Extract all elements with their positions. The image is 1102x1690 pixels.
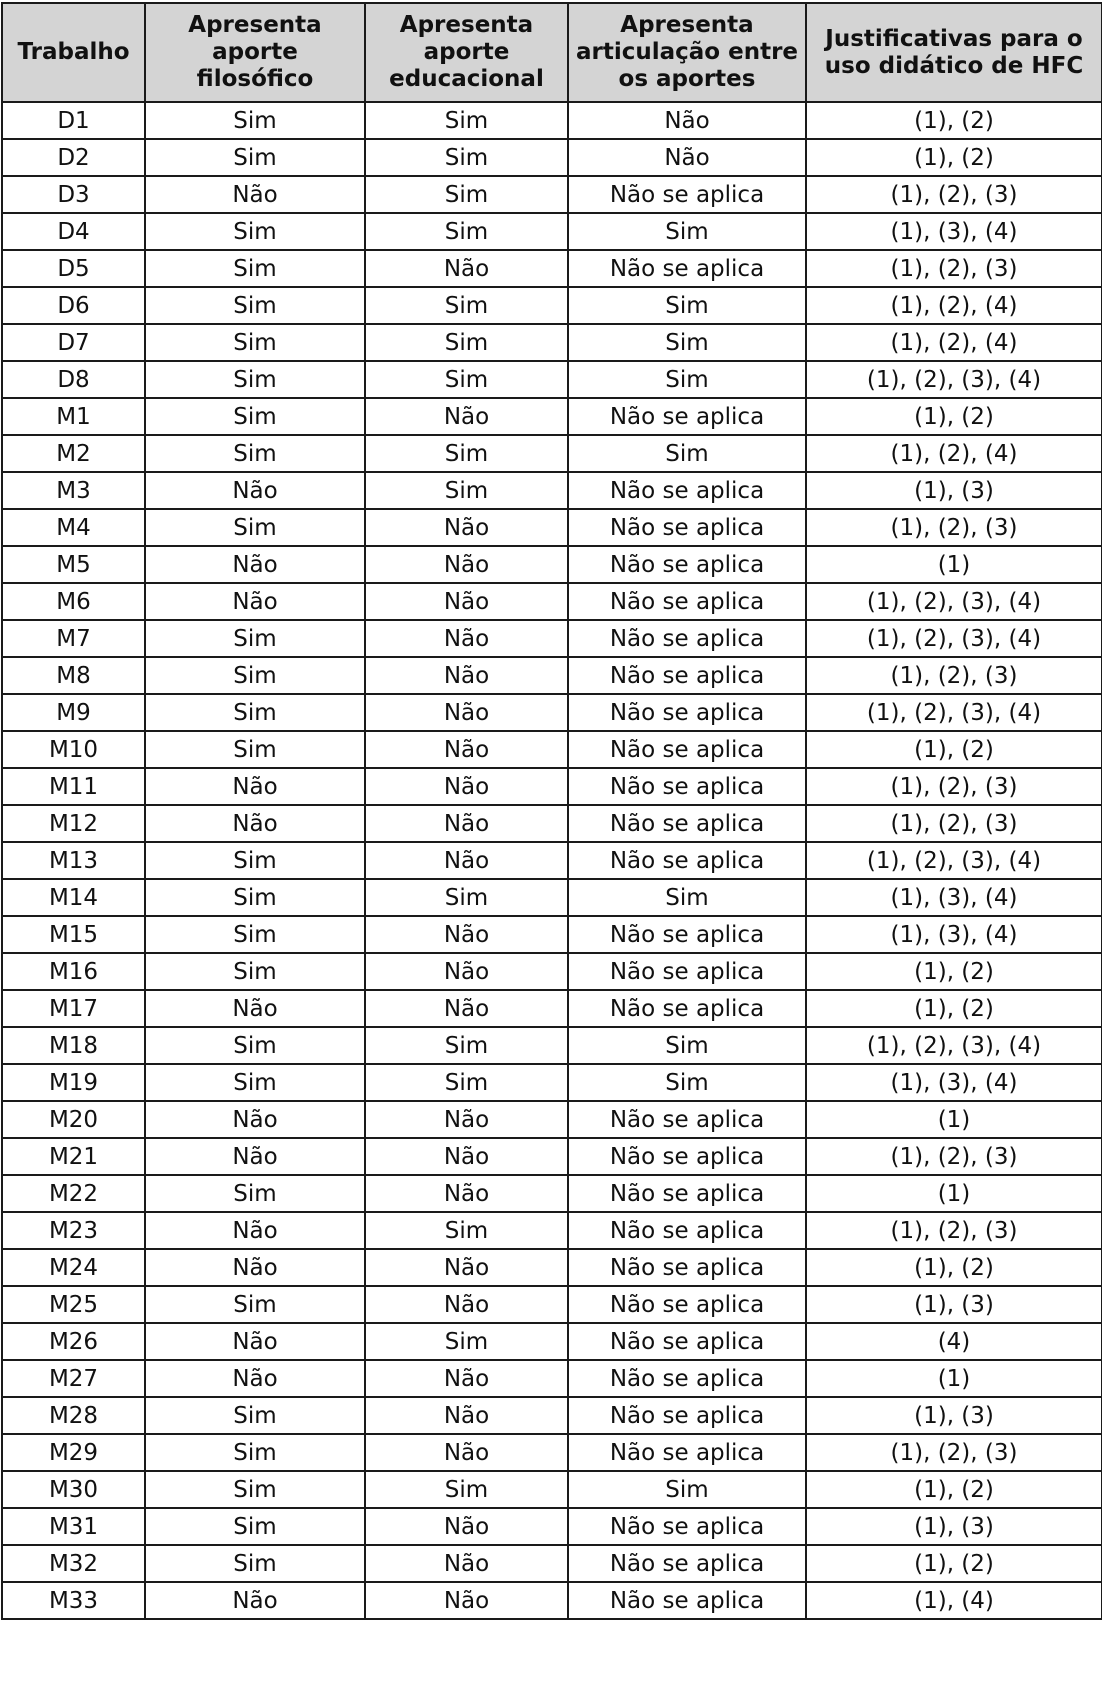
cell-articulacao: Sim [568, 879, 806, 916]
cell-articulacao: Não se aplica [568, 1545, 806, 1582]
table-row [2, 176, 1102, 213]
cell-articulacao: Não se aplica [568, 1360, 806, 1397]
cell-justificativas: (1) [806, 546, 1102, 583]
table-row [2, 287, 1102, 324]
cell-aporte-educacional: Sim [365, 1323, 568, 1360]
cell-articulacao: Não se aplica [568, 842, 806, 879]
cell-articulacao: Não se aplica [568, 916, 806, 953]
cell-articulacao: Não se aplica [568, 1249, 806, 1286]
table-row [2, 1101, 1102, 1138]
table-row [2, 620, 1102, 657]
table-row [2, 213, 1102, 250]
cell-aporte-educacional: Não [365, 620, 568, 657]
cell-justificativas: (1), (3), (4) [806, 1064, 1102, 1101]
cell-aporte-filosofico: Sim [145, 435, 365, 472]
cell-aporte-educacional: Sim [365, 1064, 568, 1101]
cell-trabalho: M2 [2, 435, 145, 472]
table-row [2, 361, 1102, 398]
cell-trabalho: M15 [2, 916, 145, 953]
table-row [2, 1286, 1102, 1323]
cell-justificativas: (1), (2), (4) [806, 324, 1102, 361]
cell-aporte-educacional: Não [365, 842, 568, 879]
cell-aporte-filosofico: Sim [145, 250, 365, 287]
cell-aporte-educacional: Sim [365, 324, 568, 361]
cell-justificativas: (1), (2), (4) [806, 435, 1102, 472]
cell-justificativas: (1), (3) [806, 1508, 1102, 1545]
cell-aporte-educacional: Sim [365, 472, 568, 509]
cell-articulacao: Não se aplica [568, 1323, 806, 1360]
cell-aporte-filosofico: Sim [145, 1397, 365, 1434]
cell-articulacao: Sim [568, 435, 806, 472]
cell-articulacao: Não se aplica [568, 1138, 806, 1175]
cell-justificativas: (1), (2), (3) [806, 805, 1102, 842]
cell-justificativas: (1), (2), (4) [806, 287, 1102, 324]
cell-justificativas: (1), (2) [806, 1249, 1102, 1286]
cell-justificativas: (1), (2) [806, 731, 1102, 768]
cell-articulacao: Não se aplica [568, 583, 806, 620]
cell-trabalho: M5 [2, 546, 145, 583]
cell-aporte-filosofico: Sim [145, 287, 365, 324]
cell-articulacao: Não se aplica [568, 1212, 806, 1249]
cell-justificativas: (1), (2) [806, 1471, 1102, 1508]
cell-aporte-filosofico: Sim [145, 953, 365, 990]
cell-aporte-educacional: Sim [365, 1027, 568, 1064]
cell-justificativas: (1), (2), (3), (4) [806, 620, 1102, 657]
cell-aporte-educacional: Sim [365, 176, 568, 213]
cell-articulacao: Sim [568, 1471, 806, 1508]
header-trabalho: Trabalho [2, 3, 145, 102]
cell-aporte-educacional: Não [365, 657, 568, 694]
table-row [2, 1027, 1102, 1064]
table-row [2, 990, 1102, 1027]
cell-justificativas: (1), (2), (3) [806, 657, 1102, 694]
cell-justificativas: (1), (2), (3) [806, 250, 1102, 287]
table-row [2, 1582, 1102, 1619]
cell-articulacao: Sim [568, 324, 806, 361]
cell-articulacao: Sim [568, 1027, 806, 1064]
cell-trabalho: M23 [2, 1212, 145, 1249]
cell-aporte-filosofico: Sim [145, 1175, 365, 1212]
cell-justificativas: (1), (3) [806, 1286, 1102, 1323]
cell-aporte-filosofico: Não [145, 1212, 365, 1249]
cell-aporte-filosofico: Sim [145, 1545, 365, 1582]
cell-aporte-filosofico: Sim [145, 620, 365, 657]
cell-articulacao: Não [568, 139, 806, 176]
cell-articulacao: Não se aplica [568, 1397, 806, 1434]
cell-aporte-educacional: Não [365, 990, 568, 1027]
cell-justificativas: (1), (2), (3) [806, 1434, 1102, 1471]
cell-aporte-educacional: Não [365, 694, 568, 731]
cell-aporte-educacional: Não [365, 1249, 568, 1286]
cell-justificativas: (1), (2) [806, 1545, 1102, 1582]
cell-justificativas: (1), (2), (3) [806, 1212, 1102, 1249]
cell-justificativas: (4) [806, 1323, 1102, 1360]
cell-trabalho: M8 [2, 657, 145, 694]
cell-justificativas: (1), (2), (3) [806, 509, 1102, 546]
table-header [2, 3, 1102, 102]
cell-aporte-educacional: Não [365, 546, 568, 583]
cell-articulacao: Não se aplica [568, 472, 806, 509]
table-row [2, 1323, 1102, 1360]
cell-trabalho: D7 [2, 324, 145, 361]
cell-aporte-filosofico: Não [145, 805, 365, 842]
cell-trabalho: D2 [2, 139, 145, 176]
cell-articulacao: Não se aplica [568, 1101, 806, 1138]
cell-aporte-filosofico: Sim [145, 1064, 365, 1101]
cell-trabalho: D3 [2, 176, 145, 213]
cell-aporte-educacional: Não [365, 1101, 568, 1138]
cell-aporte-filosofico: Sim [145, 1471, 365, 1508]
cell-articulacao: Não se aplica [568, 731, 806, 768]
cell-justificativas: (1), (2), (3), (4) [806, 694, 1102, 731]
table-row [2, 1397, 1102, 1434]
cell-justificativas: (1), (2) [806, 102, 1102, 139]
cell-articulacao: Sim [568, 361, 806, 398]
cell-aporte-filosofico: Sim [145, 361, 365, 398]
table-row [2, 546, 1102, 583]
cell-trabalho: D5 [2, 250, 145, 287]
cell-aporte-educacional: Sim [365, 1471, 568, 1508]
cell-aporte-filosofico: Sim [145, 879, 365, 916]
cell-aporte-educacional: Não [365, 1508, 568, 1545]
cell-aporte-educacional: Não [365, 1397, 568, 1434]
cell-aporte-educacional: Não [365, 731, 568, 768]
cell-trabalho: M30 [2, 1471, 145, 1508]
cell-aporte-educacional: Não [365, 805, 568, 842]
table-row [2, 398, 1102, 435]
cell-trabalho: D8 [2, 361, 145, 398]
cell-aporte-educacional: Não [365, 953, 568, 990]
table-row [2, 472, 1102, 509]
cell-trabalho: M24 [2, 1249, 145, 1286]
cell-aporte-educacional: Sim [365, 139, 568, 176]
cell-trabalho: M21 [2, 1138, 145, 1175]
cell-aporte-filosofico: Sim [145, 916, 365, 953]
cell-aporte-filosofico: Sim [145, 1286, 365, 1323]
table-row [2, 1508, 1102, 1545]
cell-justificativas: (1), (2), (3), (4) [806, 1027, 1102, 1064]
cell-justificativas: (1), (3) [806, 1397, 1102, 1434]
cell-aporte-educacional: Sim [365, 361, 568, 398]
table-row [2, 1545, 1102, 1582]
cell-justificativas: (1) [806, 1101, 1102, 1138]
cell-aporte-filosofico: Sim [145, 1508, 365, 1545]
cell-aporte-filosofico: Não [145, 583, 365, 620]
cell-trabalho: D1 [2, 102, 145, 139]
cell-trabalho: M6 [2, 583, 145, 620]
table-row [2, 250, 1102, 287]
cell-trabalho: M31 [2, 1508, 145, 1545]
cell-justificativas: (1) [806, 1360, 1102, 1397]
cell-articulacao: Não [568, 102, 806, 139]
cell-aporte-filosofico: Sim [145, 842, 365, 879]
cell-aporte-educacional: Sim [365, 102, 568, 139]
cell-aporte-filosofico: Sim [145, 731, 365, 768]
cell-aporte-educacional: Não [365, 250, 568, 287]
cell-aporte-educacional: Sim [365, 1212, 568, 1249]
table-row [2, 509, 1102, 546]
cell-aporte-filosofico: Sim [145, 1027, 365, 1064]
cell-trabalho: M33 [2, 1582, 145, 1619]
cell-justificativas: (1), (3), (4) [806, 213, 1102, 250]
cell-articulacao: Sim [568, 213, 806, 250]
header-aporte-educacional: Apresenta aporte educacional [365, 3, 568, 102]
cell-justificativas: (1), (2), (3) [806, 768, 1102, 805]
cell-trabalho: M19 [2, 1064, 145, 1101]
cell-aporte-filosofico: Não [145, 1138, 365, 1175]
cell-justificativas: (1), (3), (4) [806, 879, 1102, 916]
table-row [2, 583, 1102, 620]
cell-articulacao: Não se aplica [568, 768, 806, 805]
cell-aporte-educacional: Não [365, 509, 568, 546]
cell-aporte-filosofico: Não [145, 546, 365, 583]
cell-articulacao: Não se aplica [568, 1175, 806, 1212]
table-row [2, 879, 1102, 916]
cell-aporte-educacional: Não [365, 1138, 568, 1175]
cell-justificativas: (1), (2), (3), (4) [806, 583, 1102, 620]
cell-aporte-filosofico: Não [145, 472, 365, 509]
cell-trabalho: M3 [2, 472, 145, 509]
table-row [2, 1360, 1102, 1397]
table-row [2, 1175, 1102, 1212]
table-row [2, 435, 1102, 472]
cell-justificativas: (1), (4) [806, 1582, 1102, 1619]
table-row [2, 102, 1102, 139]
cell-trabalho: D6 [2, 287, 145, 324]
cell-articulacao: Não se aplica [568, 1434, 806, 1471]
cell-trabalho: M7 [2, 620, 145, 657]
cell-trabalho: M18 [2, 1027, 145, 1064]
cell-articulacao: Não se aplica [568, 694, 806, 731]
cell-aporte-filosofico: Sim [145, 1434, 365, 1471]
cell-articulacao: Não se aplica [568, 509, 806, 546]
cell-aporte-filosofico: Sim [145, 324, 365, 361]
cell-justificativas: (1), (2), (3) [806, 1138, 1102, 1175]
cell-articulacao: Sim [568, 1064, 806, 1101]
cell-articulacao: Não se aplica [568, 1286, 806, 1323]
cell-aporte-filosofico: Não [145, 1249, 365, 1286]
cell-trabalho: M14 [2, 879, 145, 916]
cell-aporte-educacional: Não [365, 1286, 568, 1323]
table-row [2, 694, 1102, 731]
cell-aporte-filosofico: Sim [145, 102, 365, 139]
cell-justificativas: (1), (2) [806, 139, 1102, 176]
cell-aporte-filosofico: Sim [145, 398, 365, 435]
cell-aporte-educacional: Sim [365, 213, 568, 250]
cell-justificativas: (1), (2) [806, 990, 1102, 1027]
cell-aporte-educacional: Sim [365, 435, 568, 472]
cell-aporte-educacional: Não [365, 398, 568, 435]
cell-trabalho: M12 [2, 805, 145, 842]
table-row [2, 916, 1102, 953]
cell-articulacao: Não se aplica [568, 176, 806, 213]
cell-aporte-educacional: Não [365, 1360, 568, 1397]
cell-aporte-educacional: Não [365, 916, 568, 953]
cell-aporte-filosofico: Não [145, 1323, 365, 1360]
cell-justificativas: (1), (2), (3), (4) [806, 361, 1102, 398]
cell-trabalho: M1 [2, 398, 145, 435]
cell-trabalho: M29 [2, 1434, 145, 1471]
table-row [2, 657, 1102, 694]
cell-trabalho: M4 [2, 509, 145, 546]
cell-aporte-filosofico: Sim [145, 213, 365, 250]
cell-aporte-educacional: Sim [365, 879, 568, 916]
document-table-container [1, 2, 1101, 1620]
cell-justificativas: (1), (2), (3) [806, 176, 1102, 213]
cell-trabalho: M27 [2, 1360, 145, 1397]
cell-aporte-educacional: Não [365, 768, 568, 805]
cell-articulacao: Não se aplica [568, 657, 806, 694]
cell-aporte-educacional: Não [365, 1175, 568, 1212]
cell-aporte-filosofico: Sim [145, 694, 365, 731]
table-row [2, 1471, 1102, 1508]
cell-aporte-educacional: Não [365, 1582, 568, 1619]
cell-justificativas: (1), (3), (4) [806, 916, 1102, 953]
cell-trabalho: M16 [2, 953, 145, 990]
cell-aporte-filosofico: Não [145, 768, 365, 805]
table-row [2, 1138, 1102, 1175]
cell-articulacao: Não se aplica [568, 1582, 806, 1619]
table-row [2, 805, 1102, 842]
table-row [2, 1249, 1102, 1286]
cell-aporte-educacional: Sim [365, 287, 568, 324]
header-aporte-filosofico: Apresenta aporte filosófico [145, 3, 365, 102]
cell-articulacao: Não se aplica [568, 805, 806, 842]
cell-trabalho: M25 [2, 1286, 145, 1323]
table-body [2, 102, 1102, 1619]
cell-justificativas: (1), (2) [806, 398, 1102, 435]
cell-trabalho: M11 [2, 768, 145, 805]
cell-aporte-filosofico: Não [145, 1582, 365, 1619]
cell-articulacao: Não se aplica [568, 990, 806, 1027]
cell-trabalho: M20 [2, 1101, 145, 1138]
cell-trabalho: M9 [2, 694, 145, 731]
cell-justificativas: (1), (2) [806, 953, 1102, 990]
cell-trabalho: D4 [2, 213, 145, 250]
cell-articulacao: Sim [568, 287, 806, 324]
cell-trabalho: M32 [2, 1545, 145, 1582]
table-row [2, 1434, 1102, 1471]
table-row [2, 1064, 1102, 1101]
table-row [2, 139, 1102, 176]
cell-articulacao: Não se aplica [568, 1508, 806, 1545]
table-row [2, 324, 1102, 361]
cell-trabalho: M28 [2, 1397, 145, 1434]
table-row [2, 953, 1102, 990]
table-row [2, 731, 1102, 768]
cell-articulacao: Não se aplica [568, 398, 806, 435]
table-row [2, 1212, 1102, 1249]
cell-aporte-filosofico: Sim [145, 657, 365, 694]
cell-aporte-educacional: Não [365, 583, 568, 620]
cell-aporte-filosofico: Não [145, 990, 365, 1027]
cell-trabalho: M22 [2, 1175, 145, 1212]
cell-trabalho: M17 [2, 990, 145, 1027]
cell-aporte-educacional: Não [365, 1434, 568, 1471]
cell-aporte-filosofico: Não [145, 1101, 365, 1138]
cell-trabalho: M13 [2, 842, 145, 879]
cell-aporte-filosofico: Sim [145, 139, 365, 176]
cell-justificativas: (1), (2), (3), (4) [806, 842, 1102, 879]
cell-aporte-filosofico: Não [145, 1360, 365, 1397]
cell-justificativas: (1) [806, 1175, 1102, 1212]
cell-aporte-filosofico: Sim [145, 509, 365, 546]
cell-aporte-educacional: Não [365, 1545, 568, 1582]
cell-trabalho: M10 [2, 731, 145, 768]
table-row [2, 768, 1102, 805]
data-table [1, 2, 1102, 1620]
header-justificativas: Justificativas para o uso didático de HFC [806, 3, 1102, 102]
cell-articulacao: Não se aplica [568, 250, 806, 287]
cell-trabalho: M26 [2, 1323, 145, 1360]
cell-articulacao: Não se aplica [568, 620, 806, 657]
cell-articulacao: Não se aplica [568, 546, 806, 583]
cell-justificativas: (1), (3) [806, 472, 1102, 509]
header-row [2, 3, 1102, 102]
header-articulacao: Apresenta articulação entre os aportes [568, 3, 806, 102]
table-row [2, 842, 1102, 879]
cell-aporte-filosofico: Não [145, 176, 365, 213]
cell-articulacao: Não se aplica [568, 953, 806, 990]
